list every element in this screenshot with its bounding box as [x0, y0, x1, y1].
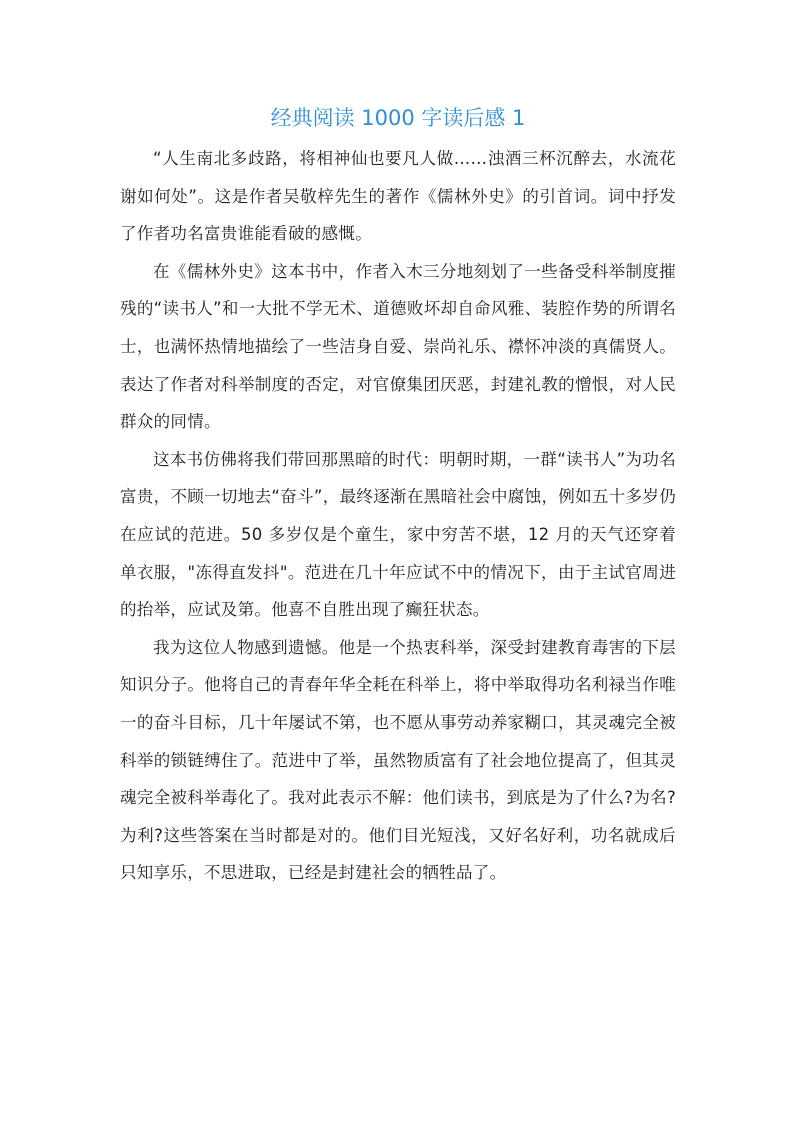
- paragraph-4: 我为这位人物感到遗憾。他是一个热衷科举，深受封建教育毒害的下层知识分子。他将自己的青春年华全耗在科举上，将中举取得功名利禄当作唯一的奋斗目标，几十年屡试不第，也不愿从事劳动养家糊口，其灵魂完全被科举的锁链缚住了。范进中了举，虽然物质富有了社会地位提高了，但其灵魂完全被科举毒化了。我对此表示不解：他们读书，到底是为了什么?为名?为利?这些答案在当时都是对的。他们目光短浅，又好名好利，功名就成后只知享乐，不思进取，已经是封建社会的牺牲品了。: [120, 637, 676, 883]
- document-page: [120, 98, 676, 892]
- paragraph-3: 这本书仿佛将我们带回那黑暗的时代：明朝时期，一群“读书人”为功名富贵，不顾一切地去“奋斗”，最终逐渐在黑暗社会中腐蚀，例如五十多岁仍在应试的范进。50 多岁仅是个童生，家中穷苦不堪，12 月的天气还穿着单衣服，"冻得直发抖"。范进在几十年应试不中的情况下，由于主试官周进的抬举，应试及第。他喜不自胜出现了癫狂状态。: [120, 449, 676, 620]
- paragraph-1: “人生南北多歧路，将相神仙也要凡人做……浊酒三杯沉醉去，水流花谢如何处”。这是作者吴敬梓先生的著作《儒林外史》的引首词。词中抒发了作者功名富贵谁能看破的感慨。: [120, 149, 676, 244]
- document-title: 经典阅读 1000 字读后感 1: [270, 106, 526, 130]
- paragraph-2: 在《儒林外史》这本书中，作者入木三分地刻划了一些备受科举制度摧残的“读书人”和一大批不学无术、道德败坏却自命风雅、装腔作势的所谓名士，也满怀热情地描绘了一些洁身自爱、崇尚礼乐、襟怀冲淡的真儒贤人。表达了作者对科举制度的否定，对官僚集团厌恶，封建礼教的憎恨，对人民群众的同情。: [120, 261, 676, 432]
